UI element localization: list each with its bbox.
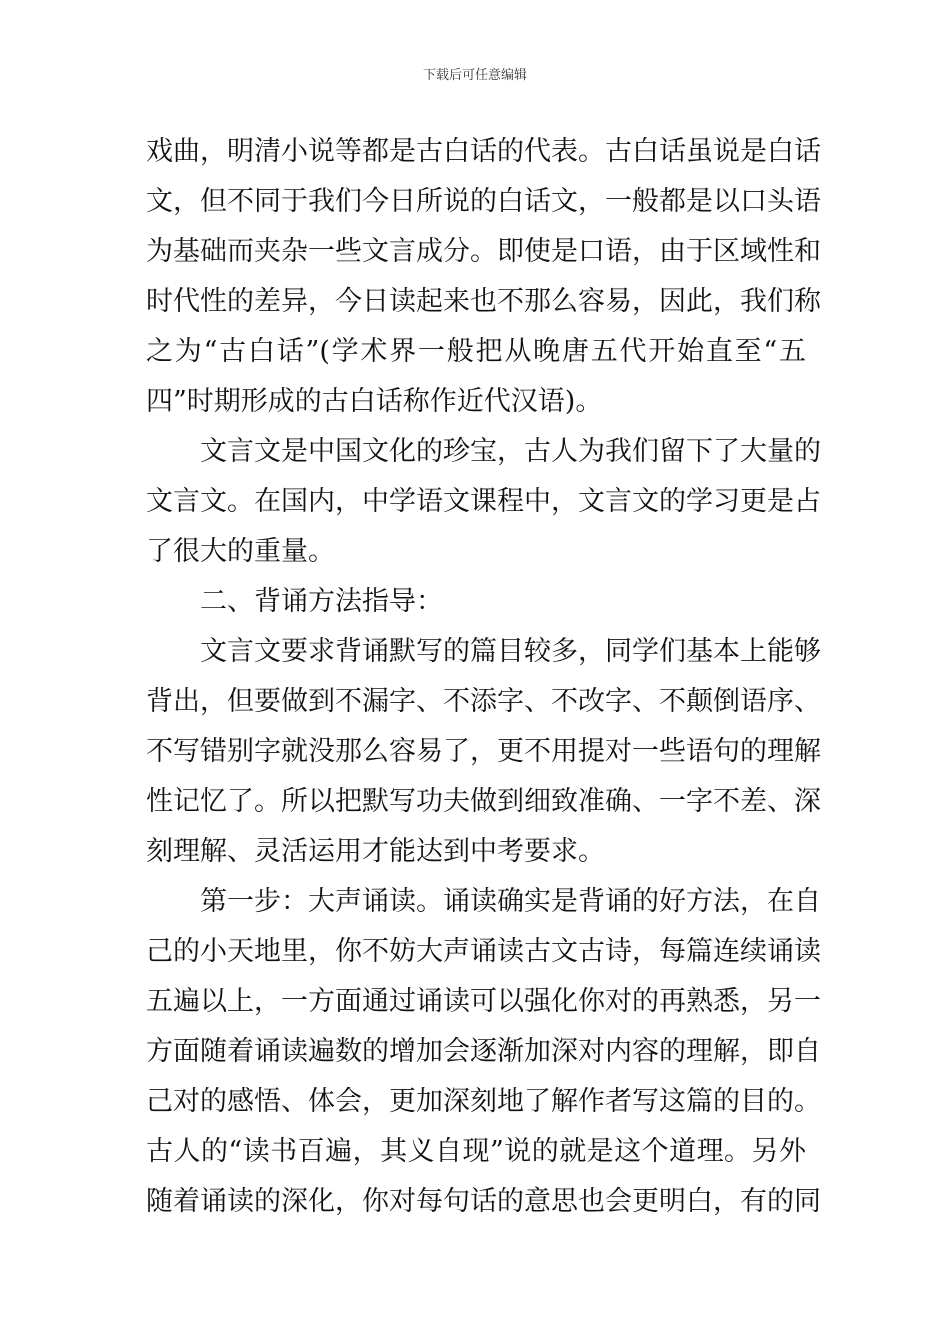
text-line: 己对的感悟、体会，更加深刻地了解作者写这篇的目的。: [146, 1086, 821, 1117]
text-line: 性记忆了。所以把默写功夫做到细致准确、一字不差、深: [146, 786, 821, 817]
text-line: 为基础而夹杂一些文言成分。即使是口语，由于区域性和: [146, 236, 821, 267]
text-line: 戏曲，明清小说等都是古白话的代表。古白话虽说是白话: [146, 136, 821, 167]
text-line: 文，但不同于我们今日所说的白话文，一般都是以口头语: [146, 186, 821, 217]
paragraph: [146, 627, 821, 877]
paragraph: [146, 877, 821, 1227]
text-line: 文言文。在国内，中学语文课程中，文言文的学习更是占: [146, 486, 821, 517]
section-heading: [146, 577, 806, 627]
text-line: 文言文要求背诵默写的篇目较多，同学们基本上能够: [200, 636, 821, 667]
text-line: 四”时期形成的古白话称作近代汉语)。: [146, 386, 603, 417]
text-line: 古人的“读书百遍，其义自现”说的就是这个道理。另外: [146, 1136, 806, 1167]
page-header: 下载后可任意编辑: [422, 68, 527, 83]
text-line: 时代性的差异，今日读起来也不那么容易，因此，我们称: [146, 286, 821, 317]
text-line: 不写错别字就没那么容易了，更不用提对一些语句的理解: [146, 736, 821, 767]
text-line: 己的小天地里，你不妨大声诵读古文古诗，每篇连续诵读: [146, 936, 821, 967]
text-line: 刻理解、灵活运用才能达到中考要求。: [146, 836, 605, 867]
text-line: 第一步：大声诵读。诵读确实是背诵的好方法，在自: [200, 886, 821, 917]
text-line: 随着诵读的深化，你对每句话的意思也会更明白，有的同: [146, 1186, 821, 1217]
text-line: 文言文是中国文化的珍宝，古人为我们留下了大量的: [200, 436, 821, 467]
text-line: 背出，但要做到不漏字、不添字、不改字、不颠倒语序、: [146, 686, 821, 717]
text-line: 五遍以上，一方面通过诵读可以强化你对的再熟悉，另一: [146, 986, 821, 1017]
document-body: [146, 127, 821, 1227]
paragraph: [146, 127, 821, 427]
text-line: 了很大的重量。: [146, 536, 335, 567]
text-line: 方面随着诵读遍数的增加会逐渐加深对内容的理解，即自: [146, 1036, 821, 1067]
text-line: 之为“古白话”(学术界一般把从晚唐五代开始直至“五: [146, 336, 806, 367]
paragraph: [146, 427, 821, 577]
text-line: 二、背诵方法指导：: [200, 586, 443, 617]
